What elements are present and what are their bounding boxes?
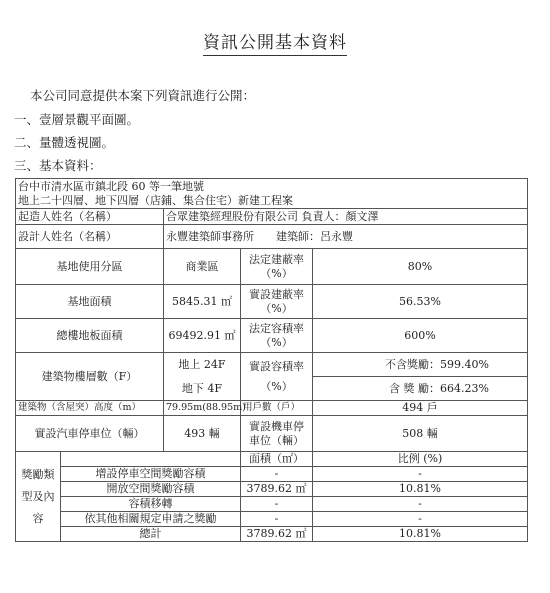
zoning-value: 商業區 [164, 249, 241, 285]
developer-label: 起造人姓名（名稱） [16, 209, 164, 225]
bonus-row-area: - [241, 497, 313, 512]
parking-value: 493 輛 [164, 416, 241, 452]
bonus-row-name: 增設停車空間獎勵容積 [61, 467, 241, 482]
units-label: 用戶數（戶） [241, 401, 313, 416]
bonus-row-ratio: - [313, 497, 528, 512]
floor-area-value: 69492.91 ㎡ [164, 319, 241, 353]
actual-far-with-bonus: 含 獎 勵：664.23% [313, 377, 528, 401]
motorcycle-parking-value: 508 輛 [313, 416, 528, 452]
site-area-value: 5845.31 ㎡ [164, 285, 241, 319]
actual-coverage-label: 實設建蔽率 （%） [241, 285, 313, 319]
height-value: 79.95m(88.95m) [164, 401, 241, 416]
bonus-row-ratio: - [313, 467, 528, 482]
bonus-row-ratio: 10.81% [313, 482, 528, 497]
bonus-total-label: 總計 [61, 527, 241, 542]
basic-info-table [15, 178, 528, 542]
site-area-label: 基地面積 [16, 285, 164, 319]
actual-far-label: 實設容積率 （%） [241, 353, 313, 401]
height-label: 建築物（含屋突）高度（m） [16, 401, 164, 416]
bonus-header-ratio: 比例 (%) [313, 452, 528, 467]
legal-far-value: 600% [313, 319, 528, 353]
designer-label: 設計人姓名（名稱） [16, 225, 164, 249]
list-item-perspective: 二、量體透視圖。 [14, 135, 115, 150]
bonus-row-name: 依其他相關規定申請之獎勵 [61, 512, 241, 527]
bonus-total-area: 3789.62 ㎡ [241, 527, 313, 542]
actual-coverage-value: 56.53% [313, 285, 528, 319]
units-value: 494 戶 [313, 401, 528, 416]
zoning-label: 基地使用分區 [16, 249, 164, 285]
floor-area-label: 總樓地板面積 [16, 319, 164, 353]
bonus-header-area: 面積（㎡） [241, 452, 313, 467]
bonus-total-ratio: 10.81% [313, 527, 528, 542]
floors-label: 建築物樓層數（F） [16, 353, 164, 401]
bonus-row-area: 3789.62 ㎡ [241, 482, 313, 497]
developer-value: 合眾建築經理股份有限公司 負責人：顏文澤 [164, 209, 528, 225]
designer-value: 永豐建築師事務所 建築師：呂永豐 [164, 225, 528, 249]
project-name: 台中市清水區市鎮北段 60 等一筆地號 地上二十四層、地下四層（店鋪、集合住宅）新建工程案 [16, 179, 528, 209]
floors-value: 地上 24F 地下 4F [164, 353, 241, 401]
legal-far-label: 法定容積率 （%） [241, 319, 313, 353]
legal-coverage-label: 法定建蔽率 （%） [241, 249, 313, 285]
bonus-row-name: 容積移轉 [61, 497, 241, 512]
list-item-basic-info: 三、基本資料： [14, 158, 102, 173]
intro-text: 本公司同意提供本案下列資訊進行公開： [30, 88, 256, 103]
bonus-row-area: - [241, 467, 313, 482]
legal-coverage-value: 80% [313, 249, 528, 285]
bonus-row-name: 開放空間獎勵容積 [61, 482, 241, 497]
list-item-floor-plan: 一、壹層景觀平面圖。 [14, 112, 140, 127]
actual-far-no-bonus: 不含獎勵：599.40% [313, 353, 528, 377]
bonus-group-label: 獎勵類 型及內 容 [16, 452, 61, 542]
motorcycle-parking-label: 實設機車停 車位（輛） [241, 416, 313, 452]
bonus-row-area: - [241, 512, 313, 527]
bonus-row-ratio: - [313, 512, 528, 527]
page-title: 資訊公開基本資料 [0, 28, 550, 53]
parking-label: 實設汽車停車位（輛） [16, 416, 164, 452]
